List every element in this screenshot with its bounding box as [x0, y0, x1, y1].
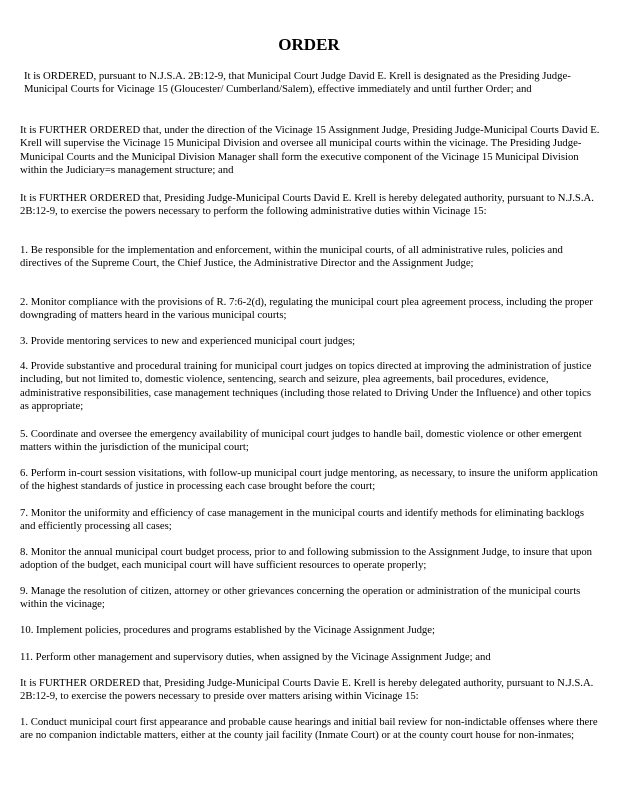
paragraph-supervision: It is FURTHER ORDERED that, under the direction of the Vicinage 15 Assignment Judge, Presiding Judge-Municipal Courts David E. Krell will supervise the Vicinage 15 Municipal Division and oversee all municipal courts within the vicinage. The Presiding Judge- Municipal Courts and the Municipal Division Manager shall form the executive component of the Vicinage 15 Municipal Division within the Judiciary=s management structure; and — [20, 124, 600, 177]
preside-item-1: 1. Conduct municipal court first appearance and probable cause hearings and initial bail review for non-indictable offenses where there are no companion indictable matters, either at the county jail facility (Inmate Court) or at the county court house for non-inmates; — [20, 716, 598, 742]
duty-item-3: 3. Provide mentoring services to new and experienced municipal court judges; — [20, 335, 356, 347]
duty-item-4: 4. Provide substantive and procedural training for municipal court judges on topics directed at improving the administration of justice including, but not limited to, domestic violence, sentencing, search and seizure, plea agreements, bail procedures, evidence, administrative responsibilities, case management techniques (including those related to Driving Under the Influence) and other topics as appropriate; — [20, 360, 592, 413]
duty-item-9: 9. Manage the resolution of citizen, attorney or other grievances concerning the operation or administration of the municipal courts within the vicinage; — [20, 585, 581, 611]
paragraph-delegated-authority: It is FURTHER ORDERED that, Presiding Judge-Municipal Courts David E. Krell is hereby delegated authority, pursuant to N.J.S.A. 2B:12-9, to exercise the powers necessary to perform the following administrative duties within Vicinage 15: — [20, 192, 594, 218]
paragraph-preside-authority: It is FURTHER ORDERED that, Presiding Judge-Municipal Courts Davie E. Krell is hereby delegated authority, pursuant to N.J.S.A. 2B:12-9, to exercise the powers necessary to preside over matters arising within Vicinage 15: — [20, 677, 594, 703]
duty-item-7: 7. Monitor the uniformity and efficiency of case management in the municipal courts and identify methods for eliminating backlogs and efficiently processing all cases; — [20, 507, 585, 533]
duty-item-10: 10. Implement policies, procedures and programs established by the Vicinage Assignment Judge; — [20, 624, 435, 636]
duty-item-5: 5. Coordinate and oversee the emergency availability of municipal court judges to handle bail, domestic violence or other emergent matters within the jurisdiction of the municipal court; — [20, 428, 582, 454]
paragraph-designation: It is ORDERED, pursuant to N.J.S.A. 2B:12-9, that Municipal Court Judge David E. Krell is designated as the Presiding Judge-Municipal Courts for Vicinage 15 (Gloucester/ Cumberland/Salem), effective immediately and until further Order; and — [24, 70, 571, 96]
document-title: ORDER — [278, 35, 340, 54]
duty-item-2: 2. Monitor compliance with the provisions of R. 7:6-2(d), regulating the municipal court plea agreement process, including the proper downgrading of matters heard in the various municipal courts; — [20, 296, 593, 322]
duty-item-6: 6. Perform in-court session visitations, with follow-up municipal court judge mentoring, as necessary, to insure the uniform application of the highest standards of justice in processing each case brought before the court; — [20, 467, 598, 493]
duty-item-11: 11. Perform other management and supervisory duties, when assigned by the Vicinage Assignment Judge; and — [20, 651, 491, 663]
duty-item-1: 1. Be responsible for the implementation and enforcement, within the municipal courts, of all administrative rules, policies and directives of the Supreme Court, the Chief Justice, the Administrative Director and the Assignment Judge; — [20, 244, 563, 270]
duty-item-8: 8. Monitor the annual municipal court budget process, prior to and following submission to the Assignment Judge, to insure that upon adoption of the budget, each municipal court will have sufficient resources to operate properly; — [20, 546, 593, 572]
